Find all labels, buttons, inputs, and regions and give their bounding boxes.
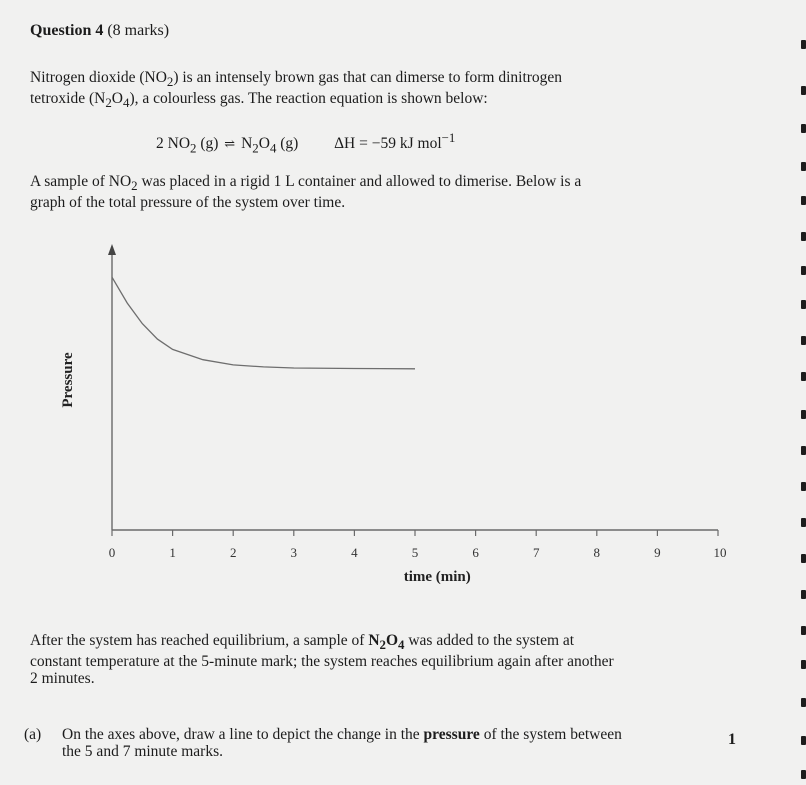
part-a-line-2: the 5 and 7 minute marks.: [62, 743, 223, 760]
x-tick-label: 9: [654, 545, 661, 560]
y-axis-title: Pressure: [60, 352, 76, 408]
x-tick-label: 0: [108, 545, 116, 560]
x-tick-label: 3: [290, 545, 298, 560]
followup-line-1: After the system has reached equilibrium, a sample of $N_2O_4$ was added to the system at: [30, 632, 575, 653]
x-tick-label: 10: [713, 545, 727, 560]
equilibrium-arrow-icon: ⇌: [224, 136, 236, 152]
enthalpy-change: ΔH = −59 kJ mol$^{-1}$: [334, 130, 456, 153]
part-a-label: (a): [24, 726, 42, 743]
setup-line-1: A sample of $NO_2$ was placed in a rigid 1 L container and allowed to dimerise. Below is a: [30, 173, 582, 194]
part-a-line-1: On the axes above, draw a line to depict the change in the pressure of the system between: [62, 726, 622, 743]
pressure-curve: [112, 277, 415, 369]
followup-paragraph: [30, 632, 614, 687]
x-tick-label: 4: [351, 545, 358, 560]
x-tick-label: 6: [472, 545, 479, 560]
intro-line-2: tetroxide $(N_2O_4)$, a colourless gas. The reaction equation is shown below:: [30, 90, 488, 111]
x-tick-label: 7: [532, 545, 540, 560]
x-tick-label: 8: [593, 545, 601, 560]
followup-line-2: constant temperature at the 5-minute mark; the system reaches equilibrium again after another: [30, 653, 614, 671]
x-tick-label: 1: [169, 545, 176, 560]
followup-line-3: 2 minutes.: [30, 670, 95, 688]
x-axis-title: time (min): [403, 569, 471, 585]
y-axis-arrow-icon: [108, 244, 116, 255]
question-number: Question 4: [30, 22, 104, 39]
part-a-marks: 1: [728, 731, 736, 748]
part-a-text: [62, 726, 622, 760]
x-tick-label: 5: [411, 545, 419, 560]
setup-line-2: graph of the total pressure of the system over time.: [30, 194, 346, 212]
reaction-equation: 2 $NO_2$ (g) ⇌ $N_2O_4$ (g) ΔH = −59 kJ mol$^{-1}$: [156, 130, 456, 156]
question-marks: (8 marks): [107, 22, 170, 39]
intro-line-1: Nitrogen dioxide $(NO_2)$ is an intensely brown gas that can dimerse to form dinitrogen: [30, 69, 563, 90]
x-tick-label: 2: [229, 545, 237, 560]
